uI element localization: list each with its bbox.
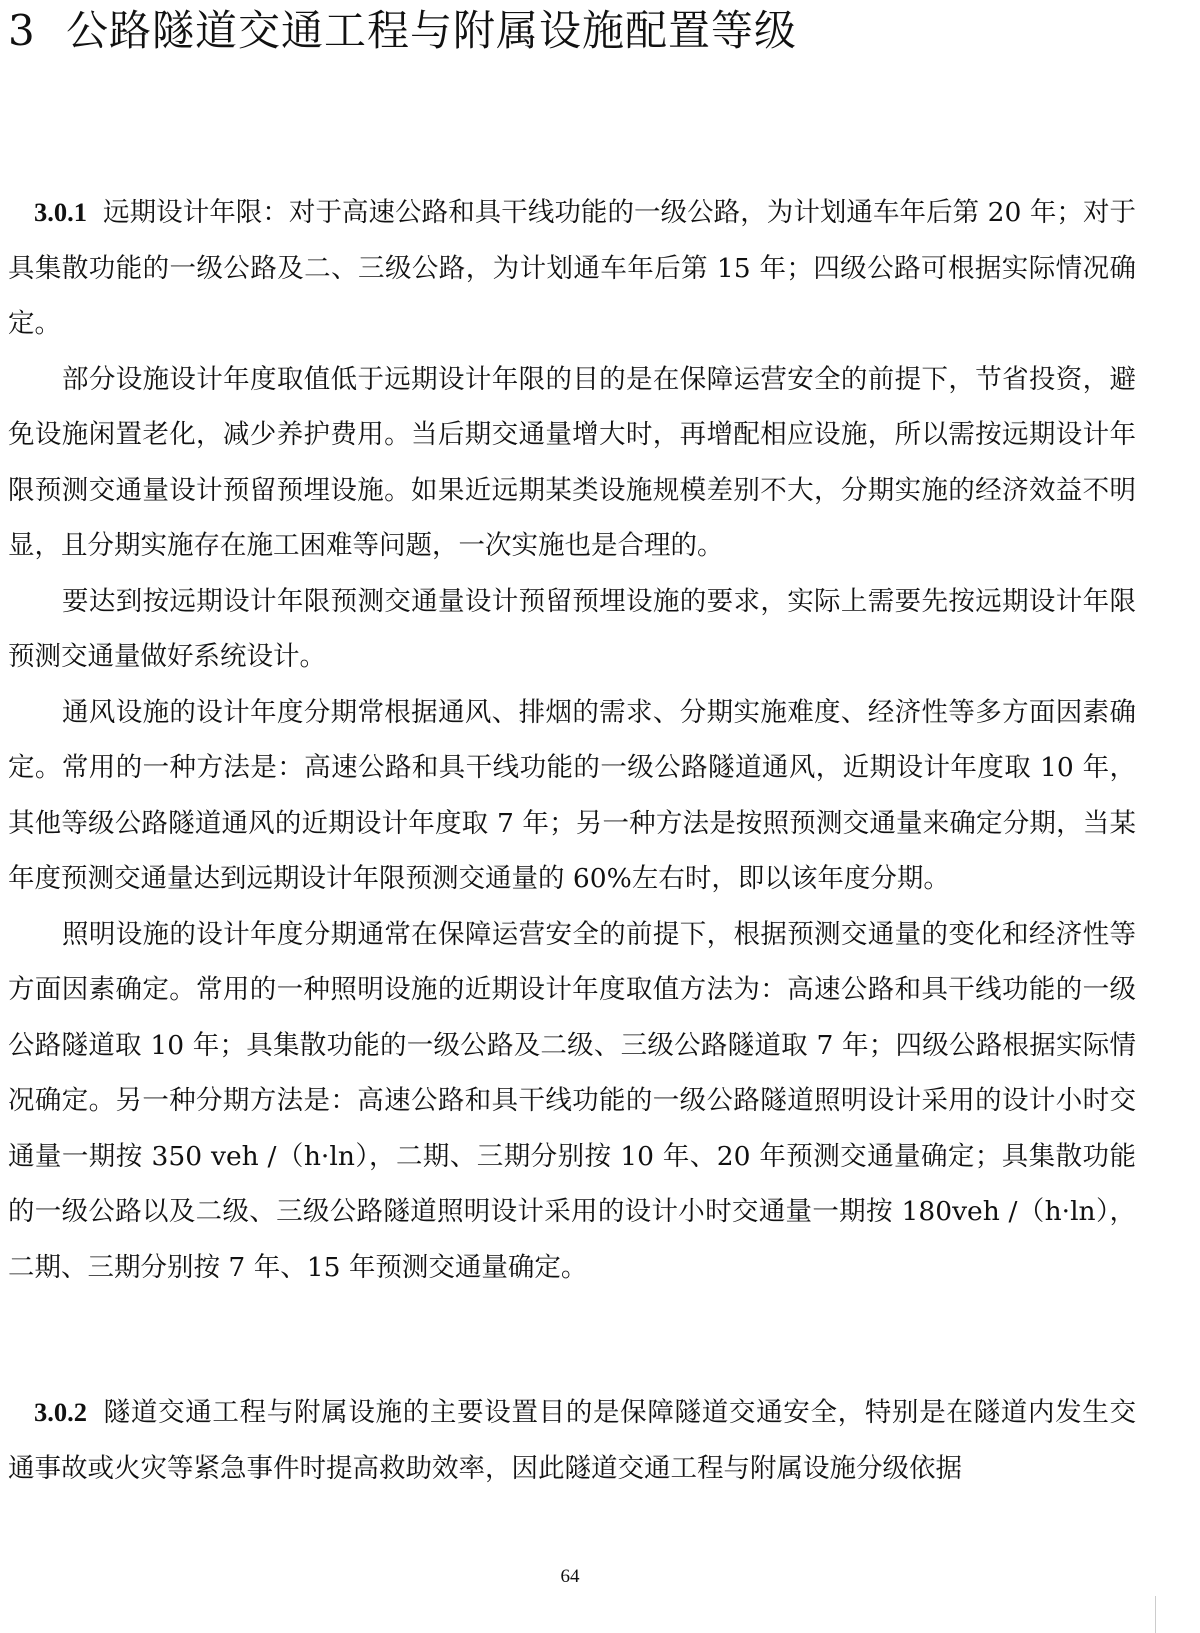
clause-3-0-2 <box>8 1385 1136 1496</box>
clause-number: 3.0.1 <box>34 197 87 227</box>
clause-3-0-1-paragraph-4: 通风设施的设计年度分期常根据通风、排烟的需求、分期实施难度、经济性等多方面因素确定。常用的一种方法是：高速公路和具干线功能的一级公路隧道通风，近期设计年度取 10 年，其他等级公路隧道通风的近期设计年度取 7 年；另一种方法是按照预测交通量来确定分期，当某年度预测交通量达到远期设计年限预测交通量的 60%左右时，即以该年度分期。 <box>8 696 1136 894</box>
chapter-number: 3 <box>8 6 36 55</box>
clause-3-0-1-paragraph-1 <box>8 185 1136 352</box>
paragraph-text: 隧道交通工程与附属设施的主要设置目的是保障隧道交通安全，特别是在隧道内发生交通事故或火灾等紧急事件时提高救助效率，因此隧道交通工程与附属设施分级依据 <box>8 1397 1136 1484</box>
clause-3-0-1-paragraph-3: 要达到按远期设计年限预测交通量设计预留预埋设施的要求，实际上需要先按远期设计年限预测交通量做好系统设计。 <box>8 585 1136 672</box>
clause-3-0-1-paragraph-5: 照明设施的设计年度分期通常在保障运营安全的前提下，根据预测交通量的变化和经济性等方面因素确定。常用的一种照明设施的近期设计年度取值方法为：高速公路和具干线功能的一级公路隧道取 10 年；具集散功能的一级公路及二级、三级公路隧道取 7 年；四级公路根据实际情况确定。另一种分期方法是：高速公路和具干线功能的一级公路隧道照明设计采用的设计小时交通量一期按 350 veh /（h·ln），二期、三期分别按 10 年、20 年预测交通量确定；具集散功能的一级公路以及二级、三级公路隧道照明设计采用的设计小时交通量一期按 180veh /（h·ln），二期、三期分别按 7 年、15 年预测交通量确定。 <box>8 918 1136 1283</box>
clause-3-0-1-paragraph-2: 部分设施设计年度取值低于远期设计年限的目的是在保障运营安全的前提下，节省投资，避免设施闲置老化，减少养护费用。当后期交通量增大时，再增配相应设施，所以需按远期设计年限预测交通量设计预留预埋设施。如果近远期某类设施规模差别不大，分期实施的经济效益不明显，且分期实施存在施工困难等问题，一次实施也是合理的。 <box>8 363 1136 561</box>
page-number: 64 <box>560 1566 580 1587</box>
chapter-title-text: 公路隧道交通工程与附属设施配置等级 <box>66 6 798 55</box>
paragraph-text: 远期设计年限：对于高速公路和具干线功能的一级公路，为计划通车年后第 20 年；对于具集散功能的一级公路及二、三级公路，为计划通车年后第 15 年；四级公路可根据实际情况确定。 <box>8 197 1136 339</box>
chapter-title <box>8 2 797 60</box>
clause-number: 3.0.2 <box>34 1397 87 1427</box>
clause-3-0-2-paragraph-1 <box>8 1385 1136 1496</box>
page-edge-divider <box>1155 1596 1156 1633</box>
clause-3-0-1 <box>8 185 1136 1295</box>
